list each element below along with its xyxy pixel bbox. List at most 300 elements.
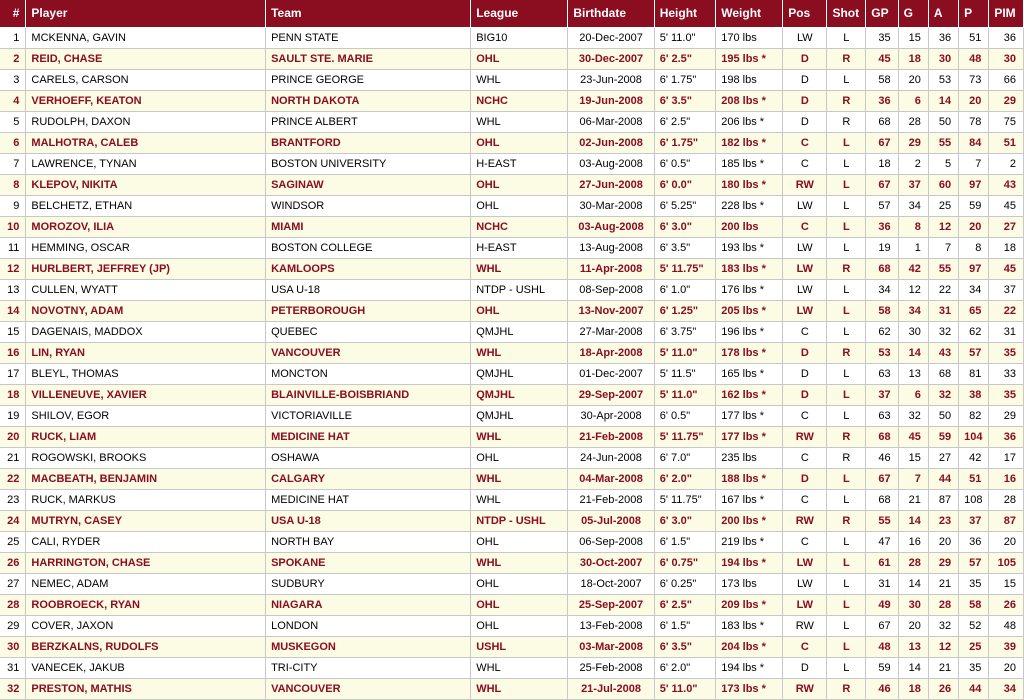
cell-a: 44 [928, 469, 958, 490]
cell-player: REID, CHASE [26, 49, 266, 70]
table-row[interactable] [0, 658, 1024, 679]
cell-shot: L [827, 616, 866, 637]
cell-league: NTDP - USHL [471, 280, 568, 301]
cell-birthdate: 13-Aug-2008 [568, 238, 654, 259]
cell-pos: RW [783, 175, 827, 196]
cell-gp: 34 [866, 280, 898, 301]
cell-pim: 66 [989, 70, 1024, 91]
cell-pim: 43 [989, 175, 1024, 196]
cell-weight: 194 lbs * [716, 553, 783, 574]
cell-birthdate: 30-Dec-2007 [568, 49, 654, 70]
cell-team: OSHAWA [266, 448, 471, 469]
cell-player: BERZKALNS, RUDOLFS [26, 637, 266, 658]
cell-rank: 27 [0, 574, 26, 595]
cell-height: 6' 1.5" [654, 616, 716, 637]
cell-height: 6' 2.5" [654, 595, 716, 616]
cell-p: 8 [959, 238, 989, 259]
cell-shot: L [827, 301, 866, 322]
cell-g: 20 [898, 70, 928, 91]
cell-rank: 8 [0, 175, 26, 196]
cell-weight: 173 lbs [716, 574, 783, 595]
table-row[interactable] [0, 490, 1024, 511]
cell-height: 6' 1.75" [654, 133, 716, 154]
cell-p: 108 [959, 490, 989, 511]
cell-pim: 35 [989, 385, 1024, 406]
cell-player: MCKENNA, GAVIN [26, 28, 266, 49]
cell-p: 51 [959, 28, 989, 49]
table-row[interactable] [0, 91, 1024, 112]
cell-g: 15 [898, 28, 928, 49]
cell-weight: 183 lbs * [716, 616, 783, 637]
cell-pos: D [783, 658, 827, 679]
cell-shot: R [827, 112, 866, 133]
cell-birthdate: 25-Sep-2007 [568, 595, 654, 616]
cell-league: OHL [471, 49, 568, 70]
cell-gp: 47 [866, 532, 898, 553]
cell-a: 26 [928, 679, 958, 700]
cell-g: 18 [898, 679, 928, 700]
cell-birthdate: 21-Feb-2008 [568, 490, 654, 511]
cell-shot: L [827, 490, 866, 511]
table-row[interactable] [0, 511, 1024, 532]
cell-pim: 45 [989, 196, 1024, 217]
cell-pos: C [783, 322, 827, 343]
cell-pim: 87 [989, 511, 1024, 532]
cell-birthdate: 08-Sep-2008 [568, 280, 654, 301]
cell-pos: LW [783, 553, 827, 574]
column-header-weight[interactable]: Weight [716, 0, 783, 28]
table-row[interactable] [0, 679, 1024, 700]
cell-team: BOSTON COLLEGE [266, 238, 471, 259]
cell-height: 5' 11.75" [654, 427, 716, 448]
table-row[interactable] [0, 280, 1024, 301]
table-row[interactable] [0, 448, 1024, 469]
cell-a: 21 [928, 574, 958, 595]
table-row[interactable] [0, 343, 1024, 364]
cell-birthdate: 06-Sep-2008 [568, 532, 654, 553]
cell-gp: 67 [866, 175, 898, 196]
cell-height: 6' 1.75" [654, 70, 716, 91]
cell-shot: L [827, 469, 866, 490]
cell-shot: R [827, 679, 866, 700]
cell-a: 22 [928, 280, 958, 301]
table-row[interactable] [0, 406, 1024, 427]
cell-team: NORTH DAKOTA [266, 91, 471, 112]
cell-p: 51 [959, 469, 989, 490]
cell-height: 6' 1.0" [654, 280, 716, 301]
cell-shot: R [827, 343, 866, 364]
table-row[interactable] [0, 364, 1024, 385]
cell-team: VANCOUVER [266, 679, 471, 700]
cell-gp: 37 [866, 385, 898, 406]
cell-g: 15 [898, 448, 928, 469]
cell-birthdate: 18-Apr-2008 [568, 343, 654, 364]
cell-team: QUEBEC [266, 322, 471, 343]
cell-pim: 17 [989, 448, 1024, 469]
table-row[interactable] [0, 637, 1024, 658]
cell-player: VANECEK, JAKUB [26, 658, 266, 679]
cell-team: VICTORIAVILLE [266, 406, 471, 427]
cell-shot: L [827, 280, 866, 301]
table-row[interactable] [0, 112, 1024, 133]
cell-height: 5' 11.0" [654, 28, 716, 49]
cell-weight: 167 lbs * [716, 490, 783, 511]
cell-rank: 23 [0, 490, 26, 511]
cell-gp: 49 [866, 595, 898, 616]
cell-birthdate: 25-Feb-2008 [568, 658, 654, 679]
cell-birthdate: 19-Jun-2008 [568, 91, 654, 112]
cell-league: WHL [471, 469, 568, 490]
cell-team: VANCOUVER [266, 343, 471, 364]
cell-team: SUDBURY [266, 574, 471, 595]
cell-rank: 2 [0, 49, 26, 70]
cell-rank: 10 [0, 217, 26, 238]
cell-shot: L [827, 133, 866, 154]
table-body [0, 28, 1024, 700]
cell-gp: 57 [866, 196, 898, 217]
column-header-shot[interactable]: Shot [827, 0, 866, 28]
table-row[interactable] [0, 259, 1024, 280]
cell-a: 12 [928, 217, 958, 238]
cell-pim: 30 [989, 49, 1024, 70]
cell-shot: L [827, 28, 866, 49]
cell-team: BRANTFORD [266, 133, 471, 154]
column-header-g[interactable]: G [898, 0, 928, 28]
cell-p: 38 [959, 385, 989, 406]
cell-pim: 51 [989, 133, 1024, 154]
cell-p: 42 [959, 448, 989, 469]
cell-g: 20 [898, 616, 928, 637]
cell-birthdate: 03-Aug-2008 [568, 154, 654, 175]
cell-pos: C [783, 490, 827, 511]
cell-rank: 6 [0, 133, 26, 154]
cell-pos: C [783, 637, 827, 658]
cell-player: NOVOTNY, ADAM [26, 301, 266, 322]
column-header-rank[interactable]: # [0, 0, 26, 28]
cell-g: 12 [898, 280, 928, 301]
cell-height: 6' 3.5" [654, 238, 716, 259]
cell-p: 59 [959, 196, 989, 217]
cell-a: 32 [928, 385, 958, 406]
cell-height: 5' 11.75" [654, 490, 716, 511]
cell-team: MONCTON [266, 364, 471, 385]
table-row[interactable] [0, 175, 1024, 196]
cell-rank: 11 [0, 238, 26, 259]
cell-a: 32 [928, 616, 958, 637]
cell-pim: 36 [989, 28, 1024, 49]
cell-player: HURLBERT, JEFFREY (JP) [26, 259, 266, 280]
cell-height: 5' 11.0" [654, 385, 716, 406]
cell-a: 50 [928, 112, 958, 133]
cell-birthdate: 02-Jun-2008 [568, 133, 654, 154]
cell-gp: 59 [866, 658, 898, 679]
table-row[interactable] [0, 133, 1024, 154]
table-row[interactable] [0, 574, 1024, 595]
cell-team: PRINCE ALBERT [266, 112, 471, 133]
table-row[interactable] [0, 616, 1024, 637]
cell-pim: 2 [989, 154, 1024, 175]
cell-weight: 177 lbs * [716, 406, 783, 427]
cell-a: 12 [928, 637, 958, 658]
cell-shot: L [827, 532, 866, 553]
cell-player: LAWRENCE, TYNAN [26, 154, 266, 175]
cell-pim: 18 [989, 238, 1024, 259]
cell-birthdate: 30-Oct-2007 [568, 553, 654, 574]
column-header-pos[interactable]: Pos [783, 0, 827, 28]
cell-shot: L [827, 322, 866, 343]
cell-pos: C [783, 406, 827, 427]
cell-team: CALGARY [266, 469, 471, 490]
cell-shot: R [827, 91, 866, 112]
cell-gp: 61 [866, 553, 898, 574]
cell-birthdate: 30-Mar-2008 [568, 196, 654, 217]
cell-league: OHL [471, 196, 568, 217]
cell-team: MIAMI [266, 217, 471, 238]
table-row[interactable] [0, 553, 1024, 574]
cell-height: 6' 2.5" [654, 49, 716, 70]
cell-player: HARRINGTON, CHASE [26, 553, 266, 574]
cell-league: OHL [471, 616, 568, 637]
column-header-p[interactable]: P [959, 0, 989, 28]
cell-height: 6' 2.5" [654, 112, 716, 133]
cell-birthdate: 01-Dec-2007 [568, 364, 654, 385]
column-header-a[interactable]: A [928, 0, 958, 28]
cell-a: 20 [928, 532, 958, 553]
cell-p: 25 [959, 637, 989, 658]
cell-player: RUCK, LIAM [26, 427, 266, 448]
cell-rank: 15 [0, 322, 26, 343]
cell-pos: RW [783, 511, 827, 532]
cell-pim: 37 [989, 280, 1024, 301]
cell-team: USA U-18 [266, 280, 471, 301]
column-header-league[interactable]: League [471, 0, 568, 28]
cell-birthdate: 30-Apr-2008 [568, 406, 654, 427]
cell-a: 36 [928, 28, 958, 49]
cell-gp: 68 [866, 259, 898, 280]
cell-g: 7 [898, 469, 928, 490]
cell-a: 55 [928, 259, 958, 280]
cell-weight: 173 lbs * [716, 679, 783, 700]
cell-weight: 235 lbs [716, 448, 783, 469]
table-row[interactable] [0, 385, 1024, 406]
cell-birthdate: 13-Nov-2007 [568, 301, 654, 322]
cell-birthdate: 06-Mar-2008 [568, 112, 654, 133]
cell-g: 14 [898, 343, 928, 364]
table-row[interactable] [0, 28, 1024, 49]
cell-weight: 196 lbs * [716, 322, 783, 343]
cell-pos: D [783, 385, 827, 406]
cell-gp: 67 [866, 469, 898, 490]
cell-rank: 19 [0, 406, 26, 427]
cell-gp: 36 [866, 91, 898, 112]
cell-pos: LW [783, 259, 827, 280]
table-row[interactable] [0, 217, 1024, 238]
cell-gp: 45 [866, 49, 898, 70]
cell-shot: L [827, 196, 866, 217]
cell-pim: 26 [989, 595, 1024, 616]
cell-gp: 31 [866, 574, 898, 595]
column-header-player[interactable]: Player [26, 0, 266, 28]
cell-league: WHL [471, 343, 568, 364]
cell-p: 37 [959, 511, 989, 532]
cell-player: SHILOV, EGOR [26, 406, 266, 427]
cell-height: 6' 0.5" [654, 154, 716, 175]
cell-pos: LW [783, 196, 827, 217]
cell-p: 82 [959, 406, 989, 427]
cell-g: 37 [898, 175, 928, 196]
cell-a: 87 [928, 490, 958, 511]
cell-gp: 36 [866, 217, 898, 238]
cell-g: 6 [898, 385, 928, 406]
table-row[interactable] [0, 70, 1024, 91]
cell-pos: D [783, 364, 827, 385]
cell-birthdate: 21-Feb-2008 [568, 427, 654, 448]
cell-player: NEMEC, ADAM [26, 574, 266, 595]
cell-weight: 185 lbs * [716, 154, 783, 175]
cell-a: 31 [928, 301, 958, 322]
cell-birthdate: 27-Mar-2008 [568, 322, 654, 343]
cell-weight: 205 lbs * [716, 301, 783, 322]
cell-weight: 195 lbs * [716, 49, 783, 70]
cell-league: OHL [471, 448, 568, 469]
cell-league: H-EAST [471, 154, 568, 175]
cell-g: 14 [898, 658, 928, 679]
cell-pim: 36 [989, 427, 1024, 448]
cell-a: 32 [928, 322, 958, 343]
cell-pim: 34 [989, 679, 1024, 700]
table-row[interactable] [0, 238, 1024, 259]
cell-shot: L [827, 637, 866, 658]
cell-player: CULLEN, WYATT [26, 280, 266, 301]
table-row[interactable] [0, 469, 1024, 490]
cell-gp: 48 [866, 637, 898, 658]
cell-a: 55 [928, 133, 958, 154]
cell-height: 5' 11.0" [654, 679, 716, 700]
column-header-gp[interactable]: GP [866, 0, 898, 28]
cell-pos: C [783, 532, 827, 553]
cell-rank: 14 [0, 301, 26, 322]
cell-league: OHL [471, 175, 568, 196]
table-row[interactable] [0, 196, 1024, 217]
cell-a: 50 [928, 406, 958, 427]
cell-a: 29 [928, 553, 958, 574]
cell-g: 30 [898, 595, 928, 616]
table-row[interactable] [0, 301, 1024, 322]
table-row[interactable] [0, 427, 1024, 448]
cell-pos: D [783, 70, 827, 91]
cell-shot: L [827, 385, 866, 406]
cell-gp: 46 [866, 679, 898, 700]
cell-team: USA U-18 [266, 511, 471, 532]
column-header-height[interactable]: Height [654, 0, 716, 28]
cell-shot: L [827, 364, 866, 385]
column-header-team[interactable]: Team [266, 0, 471, 28]
cell-a: 25 [928, 196, 958, 217]
table-row[interactable] [0, 532, 1024, 553]
table-row[interactable] [0, 49, 1024, 70]
cell-height: 6' 3.75" [654, 322, 716, 343]
cell-league: BIG10 [471, 28, 568, 49]
cell-shot: L [827, 175, 866, 196]
cell-rank: 4 [0, 91, 26, 112]
cell-p: 84 [959, 133, 989, 154]
cell-height: 6' 1.25" [654, 301, 716, 322]
cell-birthdate: 04-Mar-2008 [568, 469, 654, 490]
cell-league: OHL [471, 595, 568, 616]
cell-team: MEDICINE HAT [266, 490, 471, 511]
cell-pos: D [783, 49, 827, 70]
table-row[interactable] [0, 322, 1024, 343]
cell-pos: LW [783, 574, 827, 595]
cell-league: WHL [471, 259, 568, 280]
cell-pim: 31 [989, 322, 1024, 343]
cell-shot: L [827, 238, 866, 259]
cell-p: 57 [959, 553, 989, 574]
cell-gp: 46 [866, 448, 898, 469]
cell-height: 6' 3.0" [654, 511, 716, 532]
cell-pos: LW [783, 280, 827, 301]
cell-height: 6' 0.0" [654, 175, 716, 196]
cell-pos: C [783, 154, 827, 175]
cell-pos: D [783, 343, 827, 364]
cell-team: NORTH BAY [266, 532, 471, 553]
table-row[interactable] [0, 595, 1024, 616]
cell-player: VERHOEFF, KEATON [26, 91, 266, 112]
cell-g: 6 [898, 91, 928, 112]
cell-team: PRINCE GEORGE [266, 70, 471, 91]
cell-weight: 198 lbs [716, 70, 783, 91]
cell-pim: 22 [989, 301, 1024, 322]
cell-weight: 219 lbs * [716, 532, 783, 553]
cell-player: ROGOWSKI, BROOKS [26, 448, 266, 469]
column-header-pim[interactable]: PIM [989, 0, 1024, 28]
cell-weight: 180 lbs * [716, 175, 783, 196]
cell-height: 6' 5.25" [654, 196, 716, 217]
cell-rank: 20 [0, 427, 26, 448]
cell-birthdate: 11-Apr-2008 [568, 259, 654, 280]
column-header-birthdate[interactable]: Birthdate [568, 0, 654, 28]
cell-g: 1 [898, 238, 928, 259]
cell-g: 28 [898, 112, 928, 133]
cell-league: WHL [471, 70, 568, 91]
cell-p: 52 [959, 616, 989, 637]
cell-height: 6' 3.5" [654, 91, 716, 112]
cell-height: 5' 11.5" [654, 364, 716, 385]
cell-weight: 183 lbs * [716, 259, 783, 280]
cell-pos: LW [783, 301, 827, 322]
cell-gp: 19 [866, 238, 898, 259]
cell-league: QMJHL [471, 406, 568, 427]
cell-rank: 26 [0, 553, 26, 574]
cell-gp: 63 [866, 406, 898, 427]
cell-birthdate: 18-Oct-2007 [568, 574, 654, 595]
cell-height: 6' 2.0" [654, 469, 716, 490]
cell-height: 6' 0.75" [654, 553, 716, 574]
cell-g: 21 [898, 490, 928, 511]
cell-league: QMJHL [471, 364, 568, 385]
cell-g: 29 [898, 133, 928, 154]
table-row[interactable] [0, 154, 1024, 175]
cell-shot: R [827, 511, 866, 532]
cell-team: PENN STATE [266, 28, 471, 49]
cell-height: 6' 2.0" [654, 658, 716, 679]
cell-rank: 24 [0, 511, 26, 532]
cell-league: OHL [471, 574, 568, 595]
cell-a: 68 [928, 364, 958, 385]
cell-gp: 18 [866, 154, 898, 175]
cell-rank: 17 [0, 364, 26, 385]
cell-shot: L [827, 574, 866, 595]
